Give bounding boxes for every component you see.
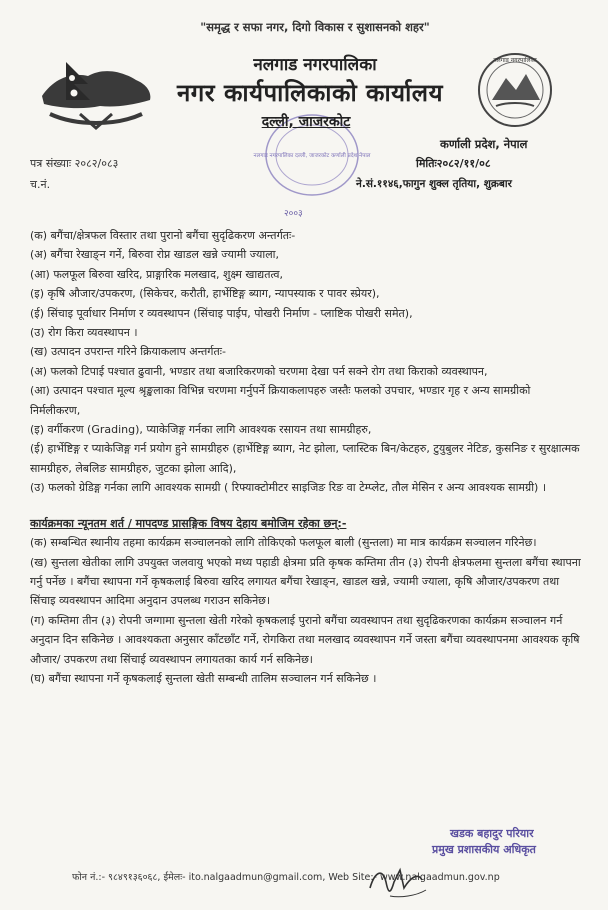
- list-item: (ई) सिंचाइ पूर्वाधार निर्माण र व्यवस्थापन (सिंचाइ पाईप, पोखरी निर्माण - प्लाष्टिक पोखरी समेत),: [30, 306, 413, 320]
- list-item: (अ) फलको टिपाई पश्चात ढुवानी, भण्डार तथा बजारिकरणको चरणमा देखा पर्न सक्ने रोग तथा किराको व्यवस्थापन,: [30, 364, 488, 378]
- signatory-name: खडक बहादुर परियार: [450, 827, 534, 840]
- condition-item: (ख) सुन्तला खेतीका लागि उपयुक्त जलवायु भएको मध्य पहाडी क्षेत्रमा प्रति कृषक कम्तिमा तीन (३) रोपनी क्षेत्रफलमा सुन्तला बगैंचा स्थापना गर्नु पर्नेछ । बगैंचा स्थापना गर्ने कृषकलाई बिरुवा खरिद लगायत बगैंचा रेखाङ्न, खाडल खन्ने, ज्यामी ज्याला, कृषि औजार/उपकरण तथा सिंचाइ व्यवस्थापन आदिमा अनुदान उपलब्ध गराउन सकिनेछ।: [30, 555, 581, 608]
- signatory-title: प्रमुख प्रशासकीय अधिकृत: [432, 843, 536, 856]
- letter-number: पत्र संख्याः २०८२/०८३: [30, 157, 119, 170]
- list-item: (अ) बगैंचा रेखाङ्न गर्ने, बिरुवा रोप्न खाडल खन्ने ज्यामी ज्याला,: [30, 248, 280, 262]
- stamp-number: २००३: [284, 209, 303, 219]
- slogan: "समृद्ध र सफा नगर, दिगो विकास र सुशासनको शहर": [200, 20, 430, 34]
- office-location: दल्ली, जाजरकोट: [261, 114, 351, 130]
- condition-item: (घ) बगैंचा स्थापना गर्ने कृषकलाई सुन्तला खेती सम्बन्धी तालिम सञ्चालन गर्न सकिनेछ ।: [30, 671, 377, 685]
- letter-body: [30, 226, 582, 688]
- section-k-heading: (क) बगैंचा/क्षेत्रफल विस्तार तथा पुरानो बगैंचा सुदृढिकरण अन्तर्गतः-: [30, 229, 296, 242]
- condition-item: (ग) कम्तिमा तीन (३) रोपनी जग्गामा सुन्तला खेती गरेको कृषकलाई पुरानो बगैंचा व्यवस्थापन तथा सुदृढिकरणका कार्यक्रम सञ्चालन गर्न अनुदान दिन सकिनेछ । आवश्यकता अनुसार काँटछाँट गर्ने, रोगकिरा तथा मलखाद व्यवस्थापन गर्ने जस्ता बगैंचा व्यवस्थापनमा आवश्यक कृषि औजार/ उपकरण तथा सिंचाई व्यवस्थापन लगायतका कार्य गर्न सकिनेछ।: [30, 613, 580, 666]
- dispatch-number: च.नं.: [30, 178, 51, 191]
- list-item: (इ) कृषि औजार/उपकरण, (सिकेचर, करौती, हार्भेष्टिङ्ग ब्याग, न्यापस्याक र पावर स्प्रेयर),: [30, 287, 380, 301]
- list-item: (ई) हार्भेष्टिङ्ग र प्याकेजिङ्ग गर्न प्रयोग हुने सामग्रीहरु (हार्भेष्टिङ्ग ब्याग, नेट झोला, प्लास्टिक बिन/केटहरु, टुयुबुलर नेटिङ, कुसनिङ र सुरक्षात्मक सामग्रीहरु, लेबलिङ सामग्रीहरु, जुटका झोला आदि),: [30, 442, 580, 475]
- letter-date: मितिः२०८२/११/०८: [416, 157, 491, 170]
- office-title: नगर कार्यपालिकाको कार्यालय: [176, 79, 444, 107]
- list-item: (इ) वर्गीकरण (Grading), प्याकेजिङ्ग गर्नका लागि आवश्यक रसायन तथा सामग्रीहरु,: [30, 423, 372, 437]
- logo-text: नलगाड नगरपालिका: [493, 57, 537, 64]
- list-item: (आ) फलफूल बिरुवा खरिद, प्राङ्गारिक मलखाद, शुक्ष्म खाद्यतत्व,: [30, 267, 283, 281]
- condition-item: (क) सम्बन्धित स्थानीय तहमा कार्यक्रम सञ्चालनको लागि तोकिएको फलफूल बाली (सुन्तला) मा मात्र कार्यक्रम सञ्चालन गरिनेछ।: [30, 536, 537, 550]
- contact-footer: फोन नं.:- ९८४९१३६०६८, ईमेलः- ito.nalgaadmun@gmail.com, Web Site:- www.nalgaadmun.gov.np: [72, 872, 500, 883]
- stamp-text: नलगाड नगरपालिका दल्ली, जाजरकोट कर्णाली प्रदेश नेपाल: [253, 153, 371, 159]
- province-label: कर्णाली प्रदेश, नेपाल: [440, 137, 528, 151]
- list-item: (उ) फलको ग्रेडिङ्ग गर्नका लागि आवश्यक सामग्री ( रिफ्याक्टोमीटर साइजिङ रिङ वा टेम्प्लेट, तौल मेसिन र अन्य आवश्यक सामग्री) ।: [30, 481, 547, 495]
- nepal-sambat-date: ने.सं.११४६,फागुन शुक्ल तृतिया, शुक्रबार: [356, 178, 512, 190]
- section-kh-heading: (ख) उत्पादन उपरान्त गरिने क्रियाकलाप अन्तर्गतः-: [30, 345, 226, 359]
- conditions-heading: कार्यक्रमका न्यूनतम शर्त / मापदण्ड प्रासङ्गिक विषय देहाय बमोजिम रहेका छन्:-: [30, 516, 347, 530]
- municipality-logo-icon: [466, 50, 564, 130]
- municipality-name: नलगाड नगरपालिका: [253, 55, 377, 75]
- list-item: (उ) रोग किरा व्यवस्थापन ।: [30, 326, 138, 340]
- national-emblem-icon: [36, 44, 156, 134]
- list-item: (आ) उत्पादन पश्चात मूल्य श्रृङ्खलाका विभिन्न चरणमा गर्नुपर्ने क्रियाकलापहरु जस्तैः फलको उपचार, भण्डार गृह र अन्य सामग्रीको निर्मलीकरण,: [30, 384, 531, 417]
